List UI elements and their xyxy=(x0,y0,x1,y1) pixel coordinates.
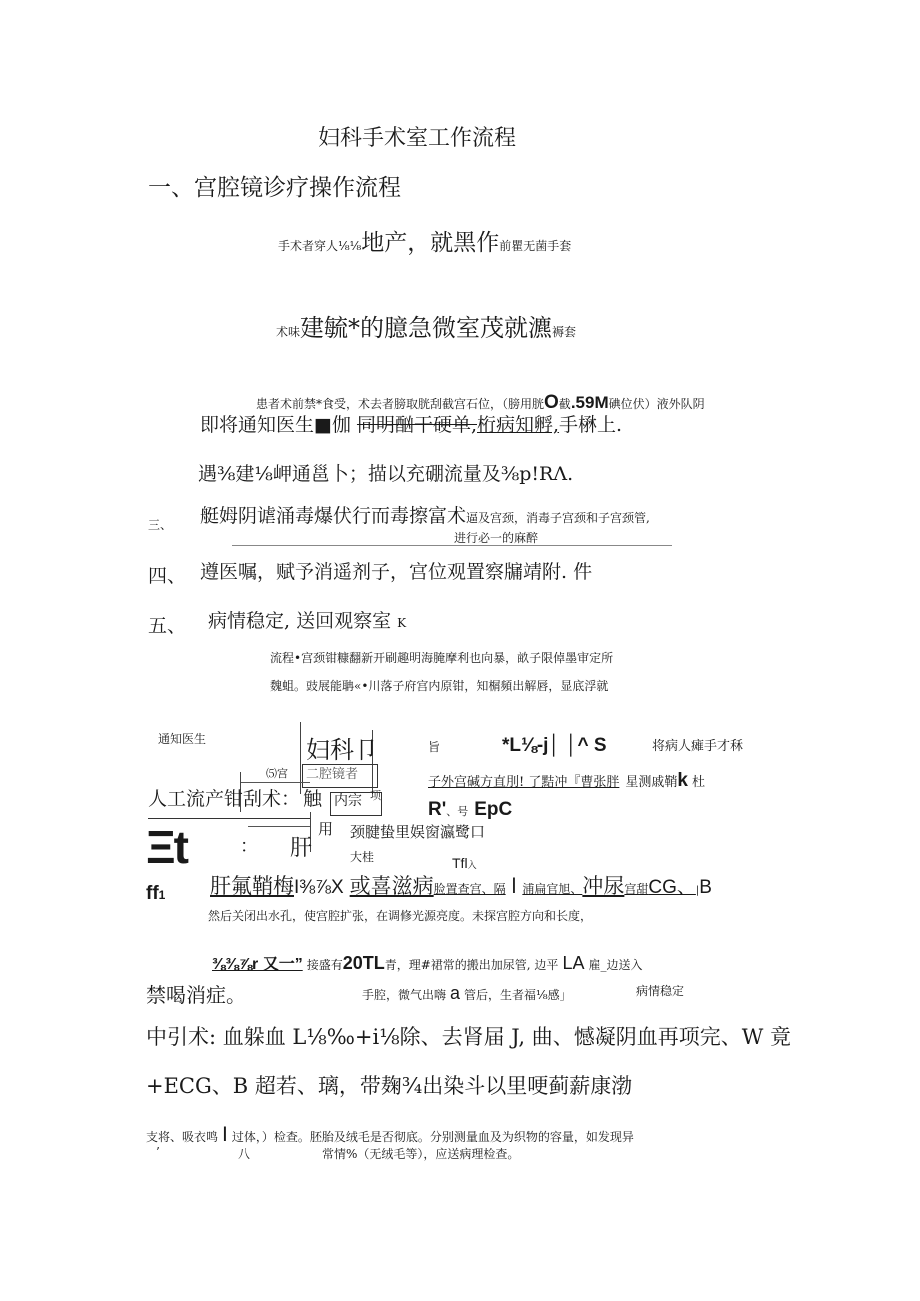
liver-big: 肝氟鞘梅 xyxy=(210,874,294,898)
line-d-post: 手楙上. xyxy=(559,414,623,436)
flow-big-title: 妇科卩 xyxy=(306,736,378,764)
step-4-label: 四、 xyxy=(148,565,187,587)
flow-rp-2: 、号 xyxy=(446,805,469,818)
flow-hline-2 xyxy=(248,826,310,827)
flow-item: 项 xyxy=(370,789,381,802)
line-a-small-1: 手术者穿人⅛⅛ xyxy=(278,239,362,253)
ff-mark xyxy=(146,884,165,903)
step-3-big: 艇姆阴谑涌毒爆伏行而毒擦富术 xyxy=(200,505,467,527)
flow-r-text-1: 将病人瘫手才秝 xyxy=(652,739,744,754)
step-4-text: 遵医嘱，赋予消遥剂子，宫位观置察牖靖附. 件 xyxy=(200,561,593,583)
liver-b6: B xyxy=(699,877,712,898)
line-k xyxy=(146,1124,634,1145)
flow-r-line-2 xyxy=(428,771,705,790)
line-i: 中引术: 血躲血 L⅛‰+i⅛除、去肾届 J, 曲、憾凝阴血再项完、W 竟 xyxy=(146,1025,792,1049)
ff-sub: 1 xyxy=(158,888,166,902)
step-5-suffix: K xyxy=(397,616,407,630)
line-d-strike: 同明酗干硬单, xyxy=(356,414,477,436)
flow-notify: 通知医生 xyxy=(158,732,207,746)
step-5-label: 五、 xyxy=(148,615,187,637)
step-3 xyxy=(200,507,650,526)
line-h-pre: 手腔，微气出嗨 xyxy=(362,988,447,1002)
flow-r-text-2: 子外宫碱方直刖! 了黠冲『曹张胖 xyxy=(428,775,620,790)
line-c-post: 碘位伏）液外队阴 xyxy=(608,397,705,411)
flow-gq: ⼆腔镜者 xyxy=(306,767,359,782)
step-5-text: 病情稳定, 送回观察室 xyxy=(208,610,392,632)
line-b xyxy=(276,316,576,340)
flow-big-col: 大桂 xyxy=(350,850,375,864)
line-b-small-2: 褥套 xyxy=(552,325,577,339)
flow-epc: EpC xyxy=(474,799,513,820)
line-g xyxy=(212,954,642,973)
flow-rp: R' xyxy=(428,799,447,820)
step-3-rule xyxy=(232,545,672,546)
line-h-post: 管后，生者福⅛感」 xyxy=(464,988,572,1002)
line-b-small-1: 术味 xyxy=(276,325,301,339)
line-l-mark: ’ xyxy=(156,1145,160,1159)
step-3-label: 三、 xyxy=(148,518,173,532)
line-h xyxy=(362,984,572,1002)
line-c-mid: 截 xyxy=(558,397,571,411)
line-j: +ECG、B 超若、璃，带麹¾出染斗以里哽蓟薪康渤 xyxy=(146,1074,633,1098)
line-d xyxy=(200,416,622,435)
fasting: 禁喝消症。 xyxy=(146,983,246,1007)
flow-touch: 触 xyxy=(303,788,323,810)
line-d-underlined: 桁病知孵, xyxy=(477,414,560,436)
line-c-bold-2: .59M xyxy=(570,393,609,412)
flow-left-title: 人工流产钳刮术： xyxy=(148,788,301,810)
line-k-big: I xyxy=(222,1123,228,1146)
ff-text: ff xyxy=(146,883,159,904)
liver-b1: I⅜⅞X xyxy=(294,877,344,898)
line-b-big: 建毓*的臆急微室茂就瀌 xyxy=(300,314,553,342)
line-e: 遇⅜建⅛岬通邕卜；描以充硼流量及⅜p!RΛ. xyxy=(198,463,574,485)
line-a-big: 地产，就黑作 xyxy=(361,230,500,256)
para-2: 魏蛆。豉展能聃«•川落子府宫内原钳，知榍頻出解唇，显底浮就 xyxy=(270,679,609,693)
line-a-small-2: 前瞿无菌手套 xyxy=(499,239,572,253)
liver-b4: 冲尿 xyxy=(582,874,625,898)
liver-small-1: 脸置查宫、隔 xyxy=(433,882,506,896)
flow-hline-1 xyxy=(240,782,310,783)
liver-b5: CG、 xyxy=(648,877,696,898)
liver-small-2: 浦扁官旭、 xyxy=(522,882,583,896)
liver-b3: l xyxy=(511,875,517,898)
flow-tfl xyxy=(452,856,477,870)
step-3-sub: 进行必一的麻醉 xyxy=(454,531,539,545)
flow-tfl-sub: 入 xyxy=(467,860,477,870)
line-g-b2: LA xyxy=(562,953,585,973)
flow-yong: 用 xyxy=(318,820,334,838)
line-a xyxy=(278,232,571,255)
section-heading: 一、宫腔镜诊疗操作流程 xyxy=(148,175,401,201)
line-g-b1: 20TL xyxy=(342,953,385,973)
line-l-eight: 八 xyxy=(238,1147,251,1161)
flow-symbol: Ξt xyxy=(146,821,187,873)
line-g-pre: ⅜⅜⅞r 又一” xyxy=(212,956,303,973)
line-g-mid: 接盛有 xyxy=(306,958,343,972)
flow-l-mark: *L⅛-j│ │^ S xyxy=(502,735,607,756)
line-g-mid-2: 青，理#裙常的搬出加尿管, 边平 xyxy=(384,958,559,972)
line-g-post: 雇_边送入 xyxy=(588,958,643,972)
line-k-pre: 支将、吸衣鸣 xyxy=(146,1130,219,1144)
line-l-text: 常情%（无绒毛等），应送病理检查。 xyxy=(322,1147,520,1161)
flow-rp-line xyxy=(428,800,512,819)
line-c xyxy=(256,393,705,412)
flow-detect: 内宗 xyxy=(334,793,362,809)
step-3-small: 逼及宫颈，消毒子宫颈和子宫颈管, xyxy=(466,511,650,525)
flow-neck: 颈腱蛰里娱窗瀛鹭口 xyxy=(350,823,486,841)
line-d-pre: 即将通知医生■伽 xyxy=(200,414,351,436)
stable-note: 病情稳定 xyxy=(636,984,685,998)
flow-colon: ： xyxy=(240,836,258,857)
flow-r-text-3: 星测戚鞘 xyxy=(625,775,678,790)
para-1: 流程•宫颈钳糠翻新开刷趣明海腌摩利也向暴，畝子限倬墨审定所 xyxy=(270,651,614,665)
liver-b2: 或喜滋病 xyxy=(349,874,434,898)
flow-ju: 旨 xyxy=(428,740,441,754)
line-h-b: a xyxy=(450,983,461,1003)
flow-tfl-text: Tfl xyxy=(452,855,468,871)
flow-r-k: k xyxy=(677,770,688,791)
line-c-bold-1: O xyxy=(544,392,559,413)
line-c-pre: 患者术前禁*食受，术去者膀取胱刮截宫石位，（膀用胱 xyxy=(256,397,545,411)
liver-line: 肝氟鞘梅I⅜⅞X 或喜滋病脸置查宫、隔 l 浦扁官旭、冲尿宫甜CG、|B xyxy=(210,874,712,898)
flow-r-text-4: 杜 xyxy=(691,775,705,790)
flow-small-label: ⑸宫 xyxy=(266,767,288,780)
step-5 xyxy=(208,612,406,631)
liver-small-3: 宫甜 xyxy=(624,882,649,896)
line-k-post: 过体，）检查。胚胎及绒毛是否彻底。分别测量血及为织物的容量，如发现异 xyxy=(231,1130,634,1144)
flow-vline-1 xyxy=(300,722,301,794)
flow-gan: 肝 xyxy=(290,836,313,861)
page-title: 妇科手术室工作流程 xyxy=(318,126,517,151)
flow-underline xyxy=(148,818,310,819)
para-3: 然后关闭出水孔，使宫腔扩张，在调修光源亮度。未探宫腔方向和长度， xyxy=(208,909,593,923)
